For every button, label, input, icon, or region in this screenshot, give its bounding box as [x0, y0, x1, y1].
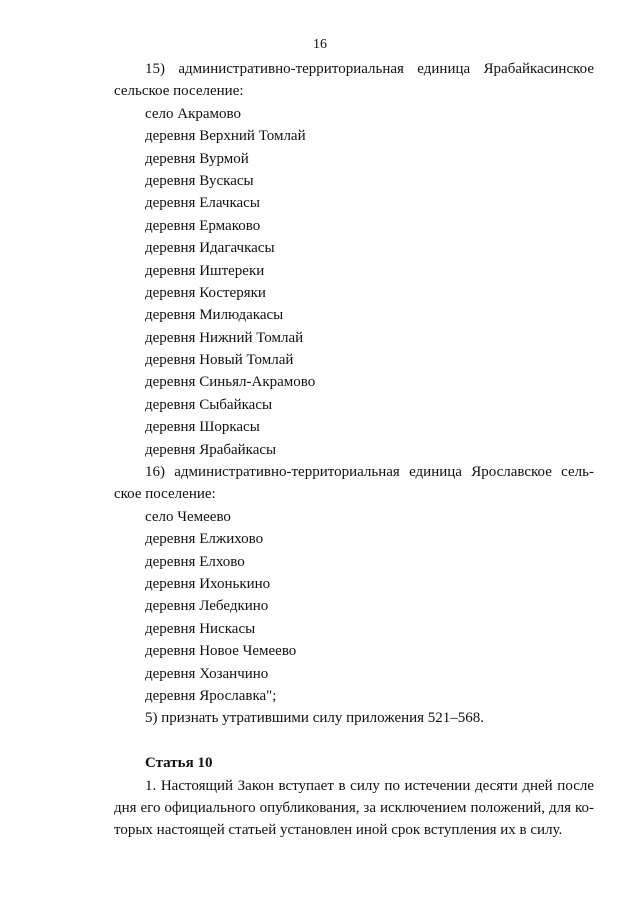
- list-item: село Чемеево: [145, 508, 231, 525]
- list-item: деревня Елхово: [145, 553, 245, 570]
- section-16-heading-line-2: ское поселение:: [114, 486, 216, 503]
- item-5-paragraph: 5) признать утратившими силу приложения 521–568.: [145, 710, 485, 727]
- article-paragraph-line-2: дня его официального опубликования, за исключением положений, для ко-: [114, 799, 594, 816]
- list-item: деревня Вускасы: [145, 172, 254, 189]
- list-item: деревня Синьял-Акрамово: [145, 374, 316, 391]
- section-16-heading-line-1: 16) административно-территориальная единица Ярославское сель-: [145, 464, 594, 481]
- list-item: деревня Новое Чемеево: [145, 643, 297, 660]
- list-item: деревня Ярабайкасы: [145, 441, 277, 458]
- page-number: 16: [313, 37, 327, 52]
- section-15-heading-line-1: 15) административно-территориальная единица Ярабайкасинское: [145, 61, 594, 77]
- list-item: деревня Верхний Томлай: [145, 128, 306, 145]
- list-item: деревня Нижний Томлай: [145, 329, 304, 346]
- list-item: деревня Костеряки: [145, 284, 266, 301]
- list-item: деревня Вурмой: [145, 150, 249, 167]
- list-item: деревня Шоркасы: [145, 419, 260, 436]
- list-item: деревня Идагачкасы: [145, 240, 275, 257]
- document-body: [114, 58, 594, 842]
- article-paragraph-line-1: 1. Настоящий Закон вступает в силу по истечении десяти дней после: [145, 777, 594, 794]
- spacer: [114, 730, 594, 752]
- list-item: деревня Елачкасы: [145, 195, 260, 212]
- list-item: деревня Хозанчино: [145, 665, 269, 682]
- article-heading: Статья 10: [145, 755, 213, 772]
- list-item: деревня Нискасы: [145, 620, 256, 637]
- list-item: деревня Милюдакасы: [145, 307, 284, 324]
- list-item: деревня Елжихово: [145, 531, 264, 548]
- list-item: деревня Ярославка";: [145, 687, 277, 704]
- list-item: деревня Сыбайкасы: [145, 396, 273, 413]
- section-15-heading-line-2: сельское поселение:: [114, 83, 244, 100]
- list-item: деревня Новый Томлай: [145, 352, 294, 369]
- list-item: деревня Лебедкино: [145, 598, 269, 615]
- list-item: деревня Иштереки: [145, 262, 265, 279]
- list-item: деревня Ермаково: [145, 217, 261, 234]
- article-paragraph-line-3: торых настоящей статьей установлен иной срок вступления их в силу.: [114, 822, 563, 839]
- list-item: село Акрамово: [145, 105, 241, 122]
- list-item: деревня Ихонькино: [145, 575, 271, 592]
